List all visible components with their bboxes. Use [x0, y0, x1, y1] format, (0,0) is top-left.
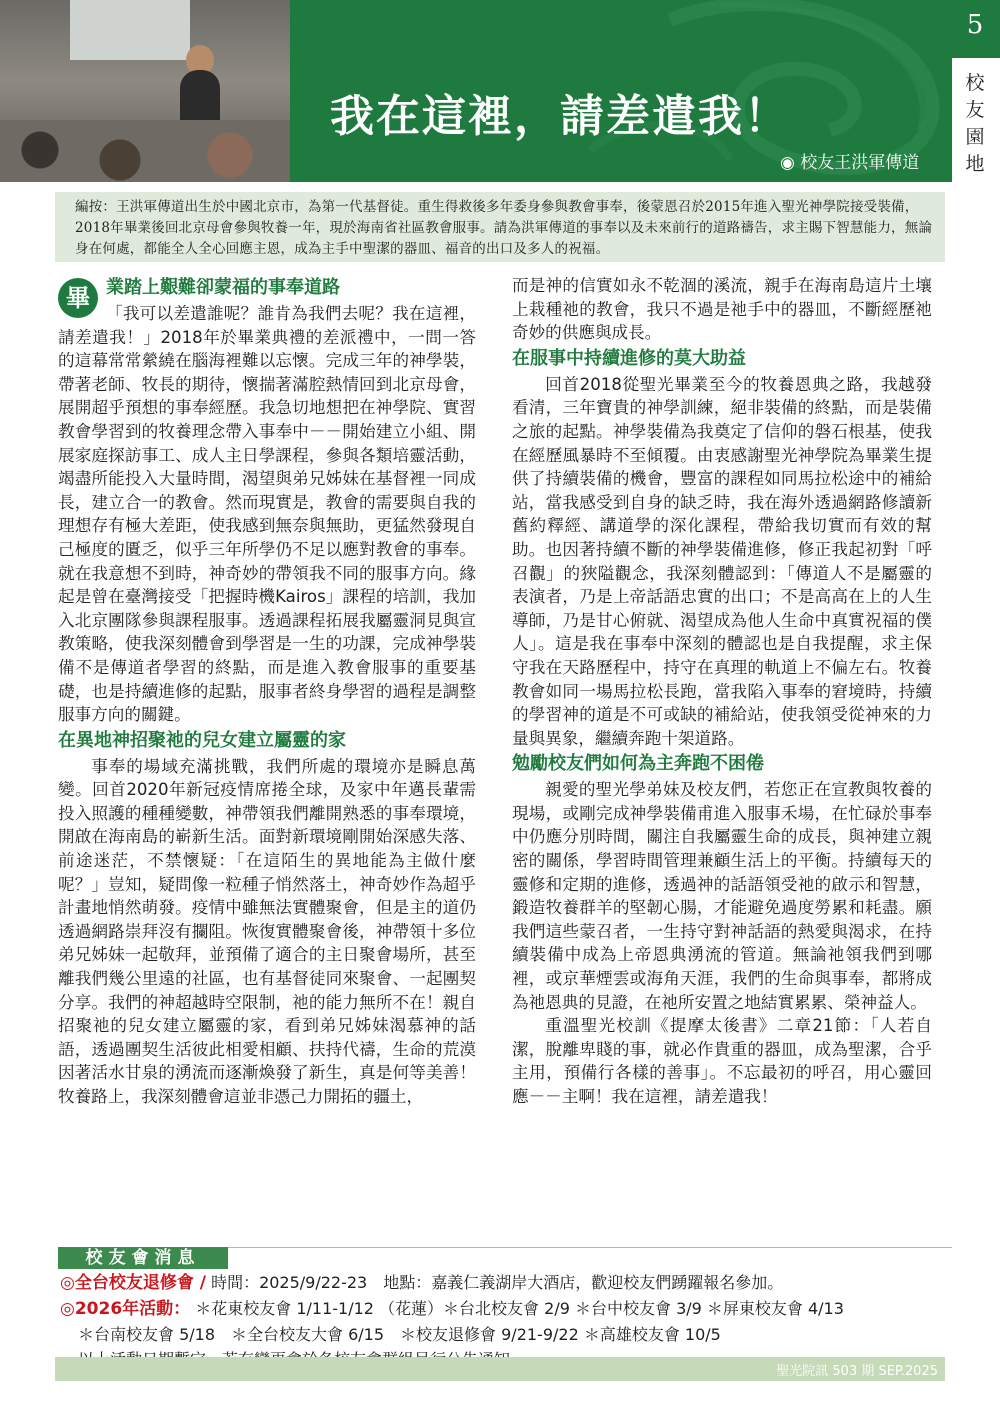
news-item-2: [60, 1296, 960, 1322]
news-item-2-text: ＊花東校友會 1/11-1/12 （花蓮）＊台北校友會 2/9 ＊台中校友會 3/9 ＊屏東校友會 4/13: [195, 1299, 844, 1318]
news-item-2-line2: ＊台南校友會 5/18 ＊全台校友大會 6/15 ＊校友退修會 9/21-9/22 ＊高雄校友會 10/5: [78, 1325, 721, 1344]
photo-audience: [0, 120, 290, 182]
editor-note-text: 編按：王洪軍傳道出生於中國北京市，為第一代基督徒。重生得救後多年委身參與教會事奉，後蒙恩召於2015年進入聖光神學院接受裝備，2018年畢業後回北京母會參與牧養一年，現於海南省社區教會服事。請為洪軍傳道的事奉以及未來前行的道路禱告，求主賜下智慧能力，無論身在何處，都能全人全心回應主恩，成為主手中聖潔的器皿、福音的出口及多人的祝福。: [75, 199, 933, 257]
dropcap: 畢: [58, 278, 98, 318]
paragraph-4: 親愛的聖光學弟妹及校友們，若您正在宣教與牧養的現場，或剛完成神學裝備甫進入服事禾場，在忙碌於事奉中仍應分別時間，關注自我屬靈生命的成長，與神建立親密的關係，學習時間管理兼顧生活上的平衡。持續每天的靈修和定期的進修，透過神的話語領受祂的啟示和智慧，鍛造牧養群羊的堅韌心腸，才能避免過度勞累和耗盡。願我們這些蒙召者，一生持守對神話語的熱愛與渴求，在持續裝備中成為上帝恩典湧流的管道。無論祂領我們到哪裡，或京華煙雲或海角天涯，我們的生命與事奉，都將成為祂恩典的見證，在祂所安置之地結實累累、榮神益人。: [512, 780, 932, 1012]
section-heading-1: 業踏上艱難卻蒙福的事奉道路: [106, 277, 340, 298]
paragraph-5: 重溫聖光校訓《提摩太後書》二章21節：「人若自潔，脫離卑賤的事，就必作貴重的器皿，成為聖潔，合乎主用，預備行各樣的善事」。不忘最初的呼召，用心靈回應－－主啊！我在這裡，請差遣我！: [512, 1016, 932, 1106]
page-number: 5: [966, 10, 984, 40]
paragraph-2: 事奉的場域充滿挑戰，我們所處的環境亦是瞬息萬變。回首2020年新冠疫情席捲全球，及家中年邁長輩需投入照護的種種變數，神帶領我們離開熟悉的事奉環境，開啟在海南島的嶄新生活。面對新環境剛開始深感失落、前途迷茫，不禁懷疑：「在這陌生的異地能為主做什麼呢？」豈知，疑問像一粒種子悄然落土，神奇妙作為超乎計畫地悄然萌發。疫情中雖無法實體聚會，但是主的道仍透過網路崇拜沒有攔阻。恢復實體聚會後，神帶領十多位弟兄姊妹一起敬拜，並預備了適合的主日聚會場所，甚至離我們幾公里遠的社區，也有基督徒同來聚會、一起團契分享。我們的神超越時空限制，祂的能力無所不在！親自招聚祂的兒女建立屬靈的家，看到弟兄姊妹渴慕神的話語，透過團契生活彼此相愛相顧、扶持代禱，生命的荒漠因著活水甘泉的湧流而逐漸煥發了新生，真是何等美善！牧養路上，我深刻體會這並非憑己力開拓的疆土，: [58, 756, 476, 1106]
section-heading-3: 在服事中持續進修的莫大助益: [512, 347, 746, 369]
header-photo: [0, 0, 290, 182]
news-label: 校友會消息: [58, 1247, 228, 1269]
news-item-1: [60, 1270, 960, 1296]
paragraph-2-continued: 而是神的信實如永不乾涸的溪流，親手在海南島這片土壤上栽種祂的教會，我只不過是祂手中的器皿，不斷經歷祂奇妙的供應與成長。: [512, 276, 932, 343]
paragraph-3: 回首2018從聖光畢業至今的牧養恩典之路，我越發看清，三年寶貴的神學訓練，絕非裝備的終點，而是裝備之旅的起點。神學裝備為我奠定了信仰的磐石根基，使我在經歷風暴時不至傾覆。由衷感謝聖光神學院為畢業生提供了持續裝備的機會，豐富的課程如同馬拉松途中的補給站，當我感受到自身的缺乏時，我在海外透過網路修讀新舊約釋經、講道學的深化課程，帶給我切實而有效的幫助。也因著持續不斷的神學裝備進修，修正我起初對「呼召觀」的狹隘觀念，我深刻體認到：「傳道人不是屬靈的表演者，乃是上帝話語忠實的出口；不是高高在上的人生導師，乃是甘心俯就、渴望成為他人生命中真實祝福的僕人」。這是我在事奉中深刻的體認也是自我提醒，求主保守我在天路歷程中，持守在真理的軌道上不偏左右。牧養教會如同一場馬拉松長跑，當我陷入事奉的窘境時，持續的學習神的道是不可或缺的補給站，使我領受從神來的力量與異象，繼續奔跑十架道路。: [512, 374, 932, 748]
author-byline: ◉ 校友王洪軍傳道: [780, 153, 920, 173]
news-item-1-label: ◎全台校友退修會 /: [60, 1273, 206, 1293]
news-item-1-text: 時間：2025/9/22-23 地點：嘉義仁義湖岸大酒店，歡迎校友們踴躍報名參加。: [211, 1273, 784, 1292]
page-title: 我在這裡，請差遣我！: [330, 91, 790, 142]
article-column-right: [512, 274, 932, 1109]
news-item-2-label: ◎2026年活動：: [60, 1299, 191, 1319]
paragraph-1: 「我可以差遣誰呢？誰肯為我們去呢？我在這裡，請差遣我！」2018年於畢業典禮的差派禮中，一問一答的這幕常常縈繞在腦海裡難以忘懷。完成三年的神學裝，帶著老師、牧長的期待，懷揣著滿腔熱情回到北京母會，展開超乎預想的事奉經歷。我急切地想把在神學院、實習教會學習到的牧養理念帶入事奉中－－開始建立小組、開展家庭探訪事工、成人主日學課程，參與各類培靈活動，竭盡所能投入大量時間，渴望與弟兄姊妹在基督裡一同成長，建立合一的教會。然而現實是，教會的需要與自我的理想存有極大差距，使我感到無奈與無助，更猛然發現自己極度的匱乏，似乎三年所學仍不足以應對教會的事奉。就在我意想不到時，神奇妙的帶領我不同的服事方向。緣起是曾在臺灣接受「把握時機Kairos」課程的培訓，我加入北京團隊參與課程服事。透過課程拓展我屬靈洞見與宣教策略，使我深刻體會到學習是一生的功課，完成神學裝備不是傳道者學習的終點，而是進入教會服事的重要基礎，也是持續進修的起點，服事者終身學習的過程是調整服事方向的關鍵。: [58, 304, 476, 725]
section-heading-2: 在異地神招聚祂的兒女建立屬靈的家: [58, 729, 346, 751]
section-label: 校友園地: [965, 72, 985, 175]
footer-issue: 聖光院訊 503 期 SEP.2025: [776, 1364, 938, 1379]
article-column-left: [58, 274, 476, 1109]
photo-screen: [70, 0, 190, 60]
section-heading-4: 勉勵校友們如何為主奔跑不困倦: [512, 753, 764, 775]
